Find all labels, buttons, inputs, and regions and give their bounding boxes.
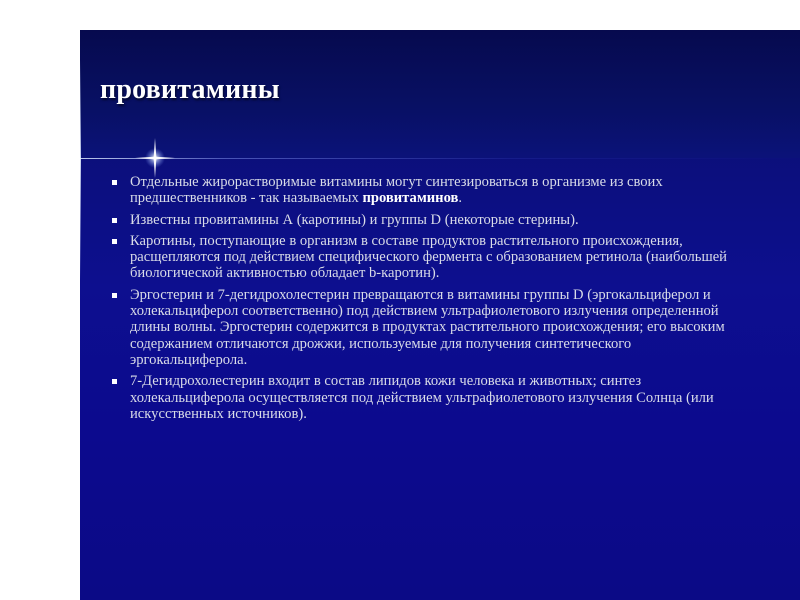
bullet-item bbox=[112, 373, 752, 422]
vertical-accent-line bbox=[80, 60, 81, 280]
square-bullet-icon bbox=[112, 239, 117, 244]
bullet-item bbox=[112, 212, 752, 228]
bullet-item bbox=[112, 287, 752, 368]
bullet-text: 7-Дегидрохолестерин входит в состав липидов кожи человека и животных; синтез холекальциферола осуществляется под действием ультрафиолетового излучения Солнца (или искусственных источников). bbox=[130, 373, 714, 422]
bullet-text-end: . bbox=[458, 190, 463, 207]
title-divider-line bbox=[80, 158, 800, 159]
bullet-item bbox=[112, 174, 752, 207]
bullet-list bbox=[112, 174, 752, 427]
square-bullet-icon bbox=[112, 293, 117, 298]
slide bbox=[80, 30, 800, 600]
bullet-item bbox=[112, 233, 752, 282]
bullet-text: Отдельные жирорастворимые витамины могут синтезироваться в организме из своих предшественников - так называемых bbox=[130, 174, 663, 207]
bullet-text: Эргостерин и 7-дегидрохолестерин превращаются в витамины группы D (эргокальциферол и холекальциферол соответственно) под действием ультрафиолетового излучения определенной длины волны. Эргостерин содержится в продуктах растительного происхождения; его высоким содержанием отличаются дрожжи, используемые для получения синтетического эргокальциферола. bbox=[130, 286, 725, 368]
bullet-emphasis: провитаминов bbox=[362, 190, 459, 207]
slide-title: провитамины bbox=[100, 74, 280, 105]
bullet-text: Каротины, поступающие в организм в составе продуктов растительного происхождения, расщепляются под действием специфического фермента с образованием ретинола (наибольшей биологической активностью обладает b-каротин). bbox=[130, 232, 727, 282]
square-bullet-icon bbox=[112, 180, 117, 185]
sparkle-star-icon bbox=[135, 138, 175, 178]
square-bullet-icon bbox=[112, 218, 117, 223]
bullet-text: Известны провитамины А (каротины) и группы D (некоторые стерины). bbox=[130, 211, 579, 228]
square-bullet-icon bbox=[112, 379, 117, 384]
